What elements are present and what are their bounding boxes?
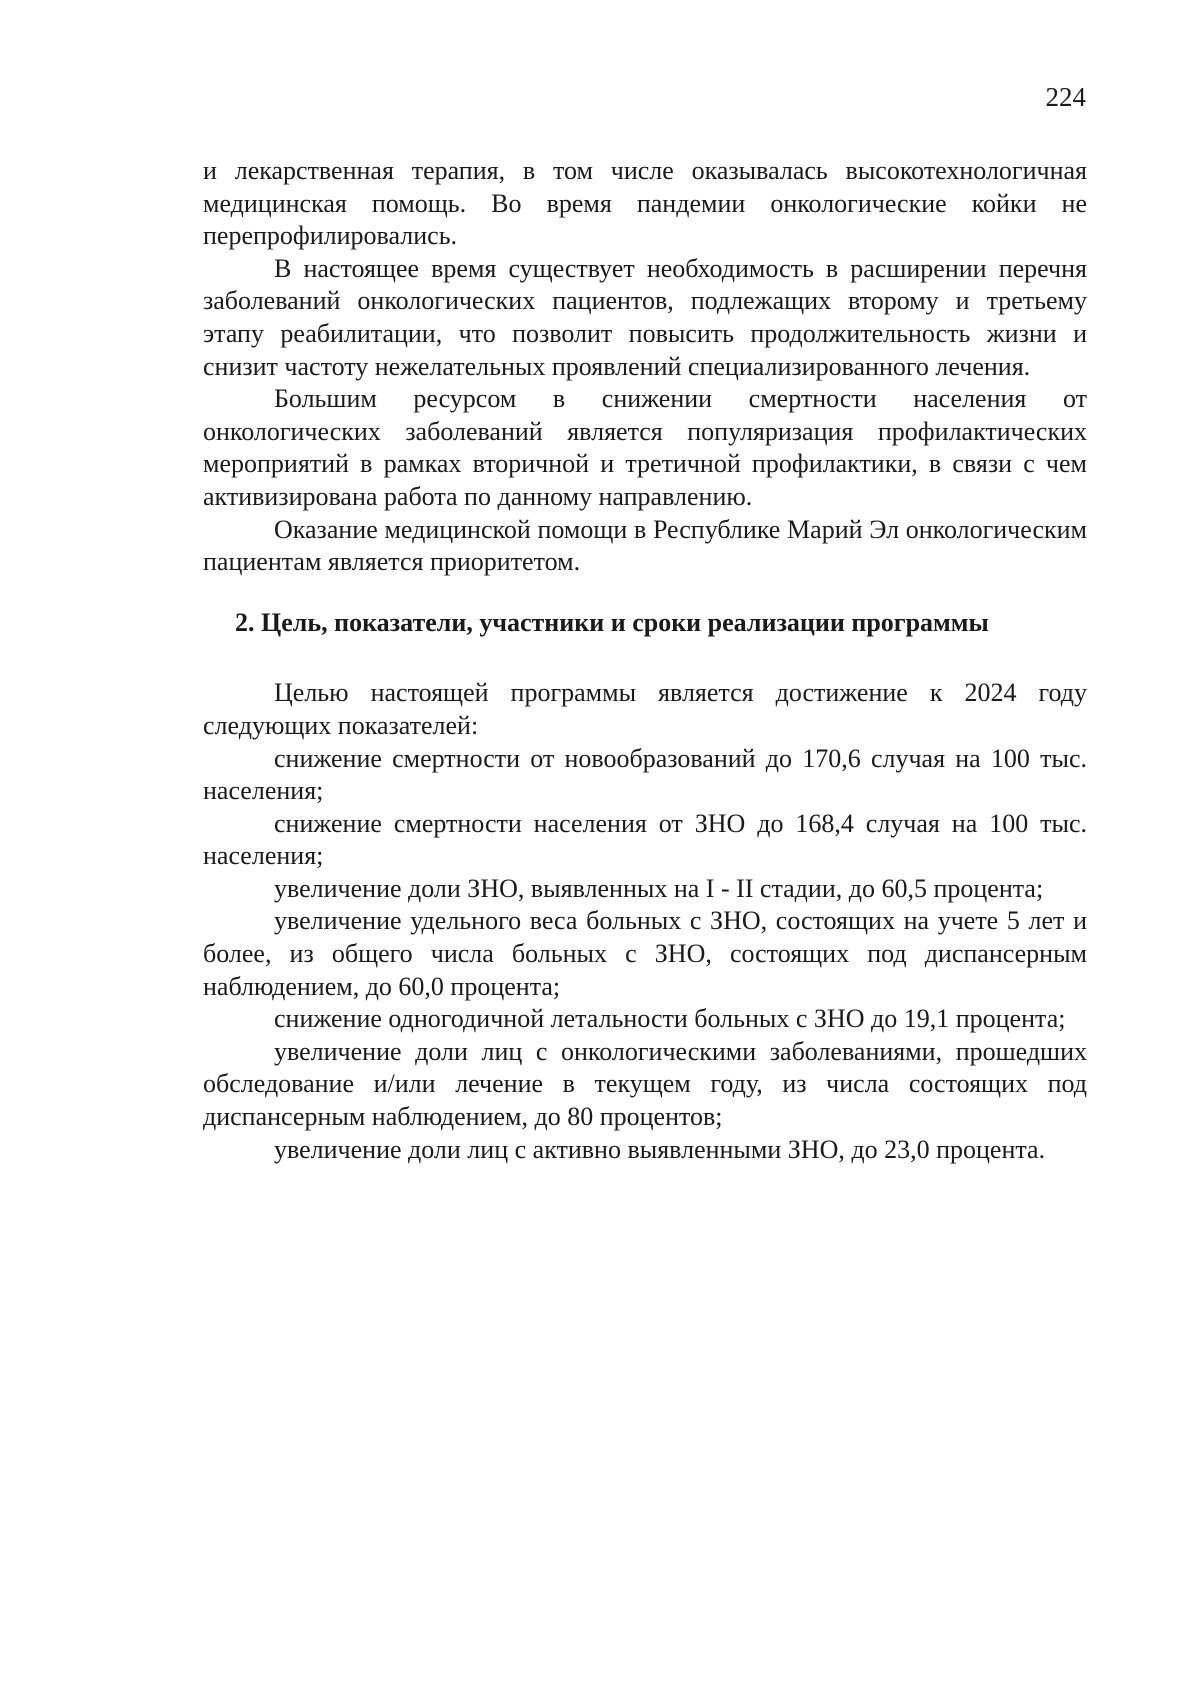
list-item: увеличение доли лиц с онкологическими заболеваниями, прошедших обследование и/или лечение в текущем году, из числа состоящих под диспансерным наблюдением, до 80 процентов; bbox=[203, 1036, 1087, 1132]
page-number: 224 bbox=[1045, 82, 1086, 112]
section-heading: 2. Цель, показатели, участники и сроки реализации программы bbox=[235, 607, 989, 637]
list-item: снижение смертности от новообразований до 170,6 случая на 100 тыс. населения; bbox=[203, 743, 1087, 806]
document-body bbox=[203, 155, 1087, 1166]
list-item: снижение одногодичной летальности больных с ЗНО до 19,1 процента; bbox=[274, 1004, 1066, 1034]
list-item: снижение смертности населения от ЗНО до 168,4 случая на 100 тыс. населения; bbox=[203, 808, 1087, 871]
paragraph: Целью настоящей программы является достижение к 2024 году следующих показателей: bbox=[203, 678, 1087, 740]
list-item: увеличение доли ЗНО, выявленных на I - II стадии, до 60,5 процента; bbox=[274, 873, 1044, 903]
paragraph: Большим ресурсом в снижении смертности населения от онкологических заболеваний является популяризация профилактических мероприятий в рамках вторичной и третичной профилактики, в связи с чем активизирована работа по данному направлению. bbox=[203, 384, 1087, 511]
list-item: увеличение удельного веса больных с ЗНО, состоящих на учете 5 лет и более, из общего числа больных с ЗНО, состоящих под диспансерным наблюдением, до 60,0 процента; bbox=[203, 906, 1087, 1001]
paragraph: и лекарственная терапия, в том числе оказывалась высокотехнологичная медицинская помощь. Во время пандемии онкологические койки не перепрофилировались. bbox=[203, 156, 1087, 251]
paragraph: Оказание медицинской помощи в Республике Марий Эл онкологическим пациентам является приоритетом. bbox=[203, 514, 1087, 577]
list-item: увеличение доли лиц с активно выявленными ЗНО, до 23,0 процента. bbox=[274, 1134, 1046, 1164]
paragraph: В настоящее время существует необходимость в расширении перечня заболеваний онкологических пациентов, подлежащих второму и третьему этапу реабилитации, что позволит повысить продолжительность жизни и снизит частоту нежелательных проявлений специализированного лечения. bbox=[203, 253, 1087, 381]
